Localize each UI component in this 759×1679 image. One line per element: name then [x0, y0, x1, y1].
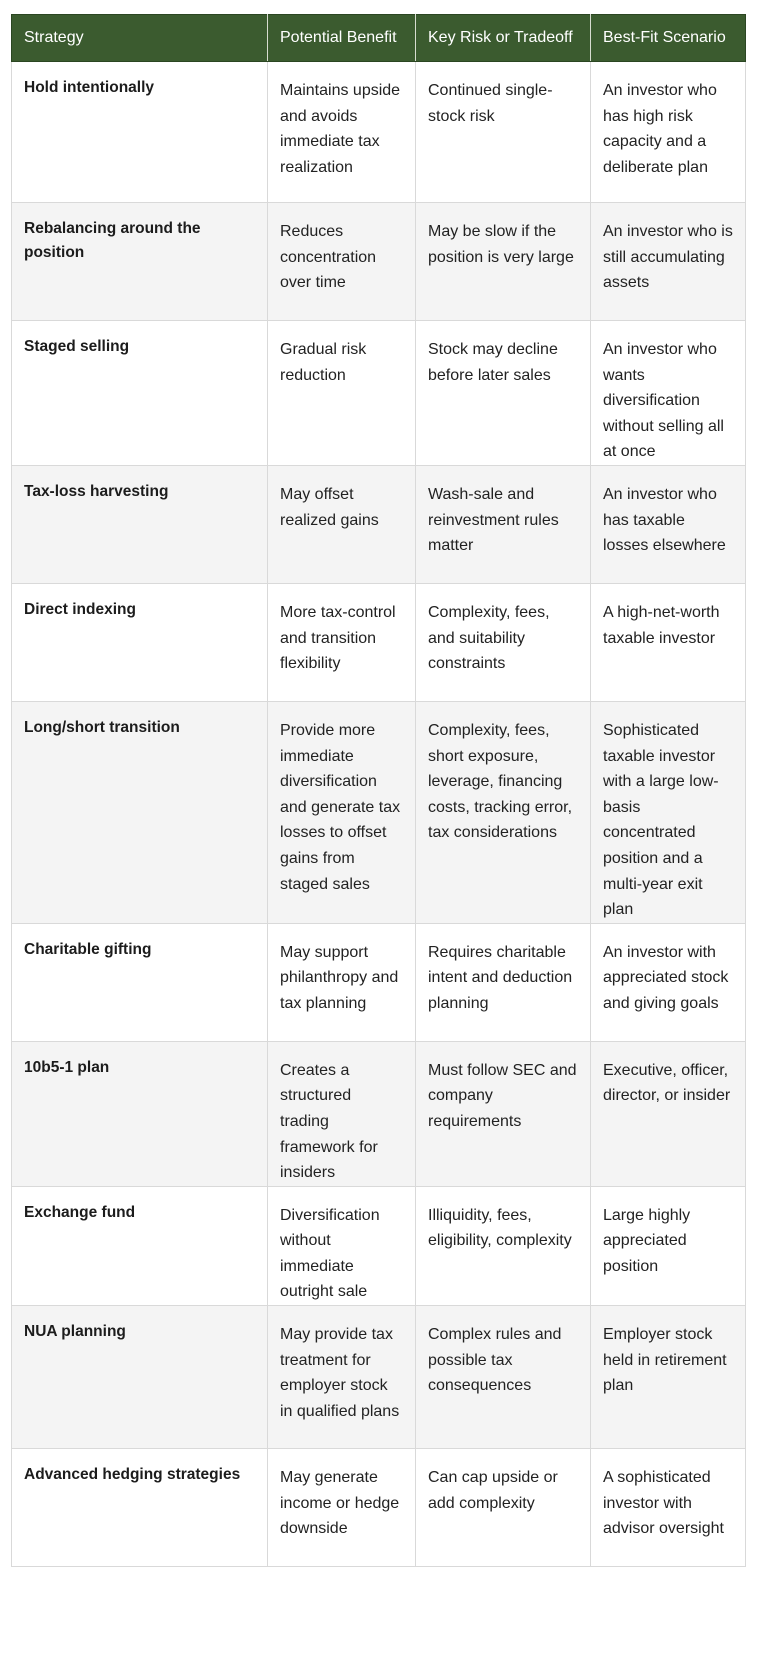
benefit-cell: Maintains upside and avoids immediate tax realization: [268, 62, 416, 203]
benefit-cell: Reduces concentration over time: [268, 203, 416, 321]
risk-cell: Requires charitable intent and deduction planning: [416, 923, 591, 1041]
strategy-cell: Long/short transition: [12, 701, 268, 923]
table-row: [12, 203, 746, 321]
risk-cell: Complexity, fees, and suitability constraints: [416, 583, 591, 701]
strategy-cell: Tax-loss harvesting: [12, 465, 268, 583]
strategy-cell: Direct indexing: [12, 583, 268, 701]
scenario-cell: An investor who has taxable losses elsewhere: [591, 465, 746, 583]
table-row: [12, 321, 746, 466]
scenario-cell: A sophisticated investor with advisor oversight: [591, 1449, 746, 1567]
risk-cell: May be slow if the position is very large: [416, 203, 591, 321]
header-potential-benefit: Potential Benefit: [268, 15, 416, 62]
benefit-cell: Provide more immediate diversification and generate tax losses to offset gains from staged sales: [268, 701, 416, 923]
benefit-cell: More tax-control and transition flexibility: [268, 583, 416, 701]
strategy-cell: Exchange fund: [12, 1186, 268, 1305]
strategy-cell: NUA planning: [12, 1306, 268, 1449]
benefit-cell: Gradual risk reduction: [268, 321, 416, 466]
scenario-cell: Large highly appreciated position: [591, 1186, 746, 1305]
risk-cell: Wash-sale and reinvestment rules matter: [416, 465, 591, 583]
scenario-cell: An investor who wants diversification without selling all at once: [591, 321, 746, 466]
risk-cell: Must follow SEC and company requirements: [416, 1041, 591, 1186]
header-row: [12, 15, 746, 62]
risk-cell: Can cap upside or add complexity: [416, 1449, 591, 1567]
benefit-cell: Diversification without immediate outright sale: [268, 1186, 416, 1305]
header-strategy: Strategy: [12, 15, 268, 62]
scenario-cell: Sophisticated taxable investor with a large low-basis concentrated position and a multi-year exit plan: [591, 701, 746, 923]
header-key-risk: Key Risk or Tradeoff: [416, 15, 591, 62]
risk-cell: Complexity, fees, short exposure, leverage, financing costs, tracking error, tax considerations: [416, 701, 591, 923]
table-header: [12, 15, 746, 62]
benefit-cell: May support philanthropy and tax planning: [268, 923, 416, 1041]
strategy-cell: 10b5-1 plan: [12, 1041, 268, 1186]
table-row: [12, 923, 746, 1041]
table-row: [12, 1041, 746, 1186]
strategy-cell: Charitable gifting: [12, 923, 268, 1041]
table-row: [12, 1449, 746, 1567]
table-row: [12, 1186, 746, 1305]
scenario-cell: An investor who has high risk capacity and a deliberate plan: [591, 62, 746, 203]
strategy-cell: Hold intentionally: [12, 62, 268, 203]
benefit-cell: May generate income or hedge downside: [268, 1449, 416, 1567]
scenario-cell: A high-net-worth taxable investor: [591, 583, 746, 701]
scenario-cell: An investor who is still accumulating assets: [591, 203, 746, 321]
table-row: [12, 701, 746, 923]
benefit-cell: May offset realized gains: [268, 465, 416, 583]
risk-cell: Stock may decline before later sales: [416, 321, 591, 466]
scenario-cell: Employer stock held in retirement plan: [591, 1306, 746, 1449]
strategy-cell: Staged selling: [12, 321, 268, 466]
risk-cell: Illiquidity, fees, eligibility, complexity: [416, 1186, 591, 1305]
benefit-cell: Creates a structured trading framework for insiders: [268, 1041, 416, 1186]
strategy-cell: Rebalancing around the position: [12, 203, 268, 321]
strategy-cell: Advanced hedging strategies: [12, 1449, 268, 1567]
table-row: [12, 1306, 746, 1449]
scenario-cell: Executive, officer, director, or insider: [591, 1041, 746, 1186]
table-row: [12, 62, 746, 203]
benefit-cell: May provide tax treatment for employer stock in qualified plans: [268, 1306, 416, 1449]
table-body: [12, 62, 746, 1567]
header-best-fit-scenario: Best-Fit Scenario: [591, 15, 746, 62]
strategy-comparison-table: [11, 14, 746, 1567]
scenario-cell: An investor with appreciated stock and giving goals: [591, 923, 746, 1041]
table-row: [12, 465, 746, 583]
risk-cell: Complex rules and possible tax consequences: [416, 1306, 591, 1449]
table-row: [12, 583, 746, 701]
risk-cell: Continued single-stock risk: [416, 62, 591, 203]
